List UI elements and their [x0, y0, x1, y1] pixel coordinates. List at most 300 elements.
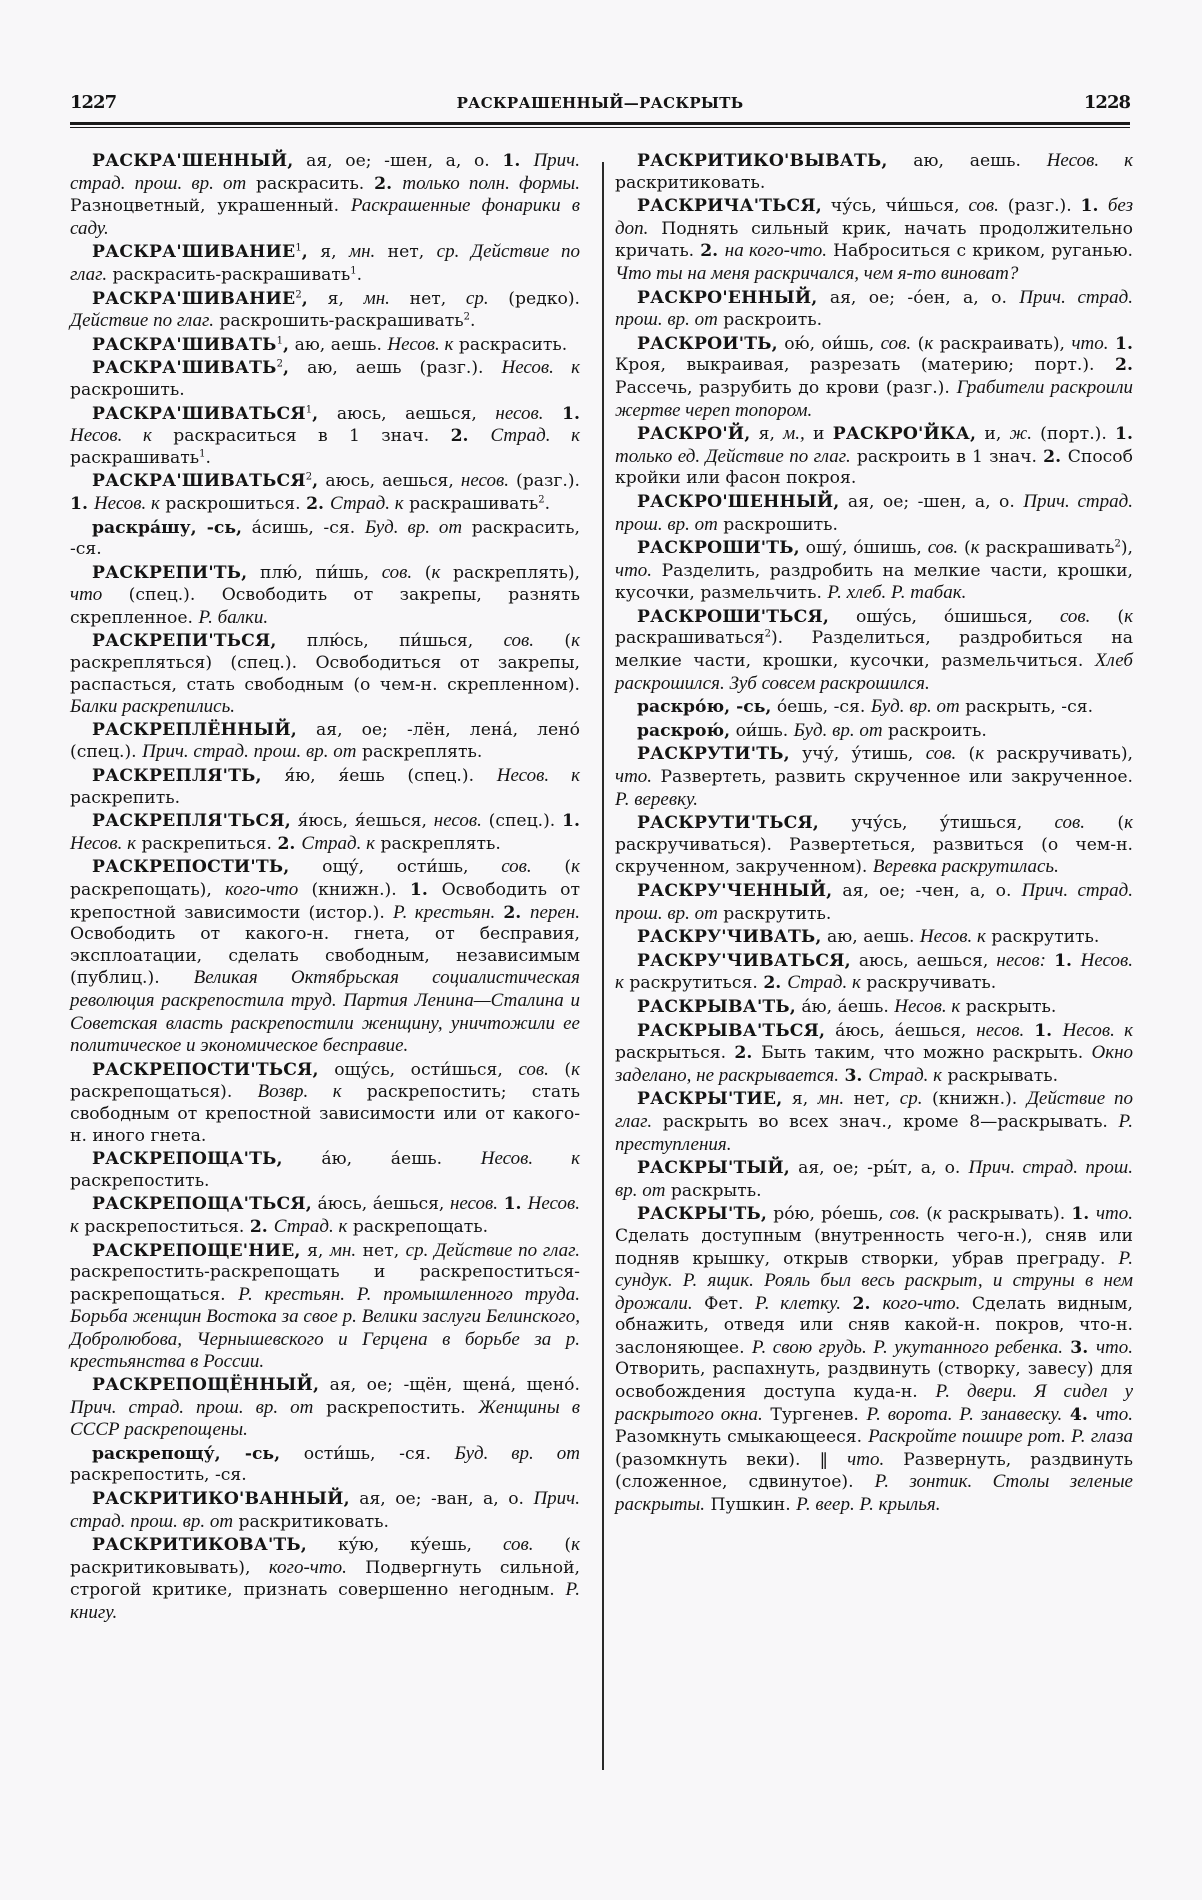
entry-text: 2. [450, 426, 491, 447]
italic-label: мн. [329, 1239, 357, 1261]
entry-text: ою́, ои́шь, [777, 333, 881, 354]
entry-text: 1. [409, 880, 442, 900]
entry-text: раскреплять), [440, 562, 581, 583]
entry-text: раскрыть. [665, 1180, 762, 1201]
entry-text: ая, ое; -чен, а, о. [832, 881, 1022, 901]
headword: РАСКРЕПИ'ТЬ, [92, 562, 248, 583]
italic-label: Раскройте пошире рот. Р. глаза [868, 1426, 1134, 1448]
entry-text: раскрошить. [70, 379, 185, 400]
entry-text: я́ю, я́ешь (спец.). [261, 766, 497, 787]
italic-label: Прич. страд. прош. вр. от [142, 741, 357, 763]
entry-text: нет, [389, 288, 466, 309]
entry-text: раскрывать). [941, 1204, 1072, 1225]
entry-text: раскраситься в 1 знач. [151, 426, 451, 447]
entry-text: раскрасить-раскрашивать [107, 264, 351, 285]
dictionary-entry [70, 1443, 580, 1487]
headword: РАСКРУТИ'ТЬ, [637, 744, 790, 765]
headword: РАСКРА'ШИВАНИЕ [92, 242, 296, 263]
entry-text: 1 [199, 447, 206, 459]
italic-label: сов. [518, 1058, 549, 1080]
entry-text: раскрошить. [717, 514, 839, 535]
italic-label: сов. [968, 195, 999, 217]
entry-text: ро́ю, ро́ешь, [767, 1204, 890, 1225]
italic-label: Несов. к [1062, 1019, 1133, 1041]
entry-text: раскручиваться). Развертеться, развиться (о чем-н. скрученном, закрученном). [615, 834, 1133, 878]
entry-text: 1. [1071, 1204, 1096, 1225]
entry-text: раскрутить. [717, 903, 832, 924]
entry-text: 1. [1034, 1020, 1063, 1041]
entry-text: ощу́сь, ости́шься, [318, 1059, 519, 1080]
entry-text: 2. [277, 833, 302, 854]
entry-text: я́юсь, я́ешься, [290, 811, 434, 832]
entry-text: аю, аешь. [887, 151, 1047, 171]
headword: РАСКРЕПЛЯ'ТЬ, [92, 766, 262, 787]
entry-text: . [544, 493, 551, 514]
dictionary-entry [615, 1157, 1133, 1202]
dictionary-entry [70, 1148, 580, 1192]
italic-label: несов. [449, 1193, 499, 1215]
headword: , [312, 403, 319, 424]
entry-text: раскритиковать. [233, 1511, 389, 1532]
entry-text: (редко). [488, 288, 581, 309]
entry-text: аюсь, аешься, [318, 403, 496, 424]
italic-label: Действие по глаг. [615, 1088, 1133, 1132]
entry-text: аю, аешь. [821, 927, 920, 948]
italic-label: несов. [433, 810, 482, 832]
headword: РАСКРЫВА'ТЬ, [637, 996, 796, 1017]
dictionary-entry [70, 150, 580, 240]
italic-label: Р. крестьян. [392, 901, 496, 923]
dictionary-entry [70, 720, 580, 764]
entry-text: раскрашиваться [615, 628, 765, 649]
italic-label: Р. преступления. [615, 1110, 1133, 1155]
entry-text: ощу́, ости́шь, [289, 857, 502, 878]
entry-text: (порт.). [1031, 424, 1116, 445]
italic-label: что. [615, 559, 653, 581]
dictionary-entry [70, 810, 580, 855]
italic-label: сов. [1059, 605, 1091, 627]
dictionary-entry [615, 1020, 1133, 1088]
headword: РАСКРУТИ'ТЬСЯ, [637, 813, 819, 834]
entry-text: плю́сь, пи́шься, [276, 631, 504, 652]
italic-label: мн. [817, 1088, 845, 1110]
dictionary-entry [615, 926, 1133, 949]
entry-text: раскрыться. [615, 1043, 735, 1064]
running-head [70, 92, 1130, 118]
italic-label: Несов. к [70, 425, 152, 447]
entry-text: 3. [844, 1065, 869, 1086]
entry-text: раскрепостить, -ся. [70, 1465, 247, 1486]
entry-text: ( [531, 857, 572, 878]
italic-label: сов. [502, 1534, 534, 1556]
italic-label: несов: [996, 949, 1047, 971]
italic-label: Р. книгу. [70, 1579, 580, 1623]
entry-text: 2. [700, 241, 725, 262]
entry-text: и [804, 424, 833, 445]
dictionary-entry [615, 606, 1133, 695]
entry-text: а́ю, а́ешь. [795, 996, 895, 1017]
italic-label: сов. [1054, 812, 1086, 834]
entry-text: 1. [1115, 424, 1133, 445]
entry-text: раскрепощаться). [70, 1082, 258, 1103]
headword: РАСКРОШИ'ТЬСЯ, [637, 606, 830, 627]
entry-text: ости́шь, -ся. [280, 1443, 455, 1464]
italic-label: Буд. вр. от [364, 516, 463, 538]
italic-label: Буд. вр. от [454, 1442, 581, 1464]
italic-label: сов. [889, 1203, 921, 1225]
italic-label: Р. сундук. Р. ящик. Рояль был весь раскрыт, и струны в нем дрожали. [615, 1247, 1133, 1314]
italic-label: к [571, 630, 581, 652]
page-number-left: 1227 [70, 92, 117, 113]
entry-text: учу́, у́тишь, [789, 744, 926, 765]
entry-text: 2 [764, 628, 771, 640]
entry-text: раскрепощать. [347, 1216, 489, 1237]
entry-text: я, [307, 242, 349, 263]
entry-text: Тургенев. [762, 1404, 867, 1425]
headword: РАСКРО'ШЕННЫЙ, [637, 491, 840, 512]
italic-label: к [571, 856, 581, 878]
entry-text: раскрасить, -ся. [70, 517, 580, 560]
italic-label: что. [1095, 1403, 1133, 1425]
entry-text: ( [412, 562, 432, 583]
running-head-title: РАСКРАШЕННЫЙ—РАСКРЫТЬ [456, 94, 744, 112]
italic-label: Несов. к [496, 765, 581, 787]
entry-text: 1 [350, 265, 357, 277]
italic-label: сов. [880, 332, 912, 354]
entry-text: раскрепостить. [313, 1397, 479, 1418]
italic-label: кого-что. [882, 1292, 961, 1314]
entry-text: Поднять сильный крик, начать продолжительно кричать. [615, 218, 1133, 262]
headword: РАСКРО'ЙКА, [832, 424, 977, 445]
dictionary-entry [615, 880, 1133, 925]
entry-text: 1. [70, 493, 94, 514]
italic-label: Р. ворота. Р. занавеску. [866, 1403, 1063, 1425]
entry-text: раскрашивать [979, 538, 1115, 559]
italic-label: сов. [381, 561, 413, 583]
italic-label: к [932, 1203, 942, 1225]
entry-text: 1. [1115, 333, 1133, 354]
headword: РАСКРА'ШИВАТЬСЯ [92, 403, 306, 424]
entry-text: (книжн.). [298, 880, 410, 900]
entry-text: а́юсь, а́ешься, [825, 1020, 977, 1041]
italic-label: ж. [1009, 423, 1032, 445]
entry-text: раскрепиться. [136, 833, 278, 854]
italic-label: ср. [465, 287, 489, 309]
entry-text: ая, ое; -шен, а, о. [839, 491, 1024, 512]
headword: РАСКРИТИКО'ВЫВАТЬ, [637, 151, 888, 171]
italic-label: Страд. к [490, 425, 581, 447]
italic-label: сов. [503, 630, 535, 652]
column-left [70, 150, 580, 1626]
entry-text: Сделать видным, обнажить, отведя или сняв какой-н. покров, что-н. заслоняющее. [615, 1293, 1133, 1358]
italic-label: что [70, 584, 103, 606]
entry-text: ( [920, 1204, 933, 1225]
entry-text: раскроить. [717, 310, 823, 331]
dictionary-entry [70, 403, 580, 470]
dictionary-entry [70, 1534, 580, 1624]
headword: РАСКРЕПОЩЁННЫЙ, [92, 1375, 320, 1396]
italic-label: к [571, 1534, 581, 1556]
italic-label: Р. клетку. [754, 1292, 842, 1314]
headword: РАСКРЕПОСТИ'ТЬ, [92, 857, 290, 878]
italic-label: к [975, 743, 985, 765]
entry-text: ая, ое; -шен, а, о. [293, 151, 503, 171]
entry-text: раскреплять. [375, 833, 501, 854]
italic-label: Хлеб раскрошился. Зуб совсем раскрошился. [615, 650, 1133, 694]
entry-text: раскреплять. [356, 742, 483, 763]
entry-text: ои́шь. [730, 720, 794, 741]
dictionary-entry [70, 856, 580, 1057]
entry-text: раскрепощать), [70, 880, 226, 900]
headword: , [282, 334, 290, 355]
entry-text: ). Разделиться, раздробиться на мелкие части, крошки, кусочки, размельчиться. [615, 628, 1133, 672]
entry-text: нет, [375, 242, 437, 263]
entry-text: . [205, 447, 211, 468]
entry-text: ку́ю, ку́ешь, [306, 1535, 503, 1556]
italic-label: Несов. к [1046, 150, 1133, 171]
entry-text: 2 [276, 358, 283, 370]
entry-text: ( [534, 631, 572, 652]
entry-text: Сделать доступным (внутренность чего-н.), сняв или подняв крышку, открыв створки, убрав преграду. [615, 1225, 1133, 1269]
headword: раскрою́, [637, 720, 731, 741]
italic-label: что. [847, 1448, 885, 1470]
italic-label: ср. [899, 1088, 923, 1110]
italic-label: к [1124, 812, 1133, 834]
italic-label: кого-что [225, 879, 299, 900]
headword: , [312, 471, 319, 492]
entry-text: 2. [1115, 355, 1133, 376]
entry-text: (спец.). Освободить от закрепы, разнять скрепленное. [70, 585, 580, 628]
italic-label: Несов. к [70, 832, 136, 854]
entry-text: Быть таким, что можно раскрыть. [761, 1043, 1092, 1064]
dictionary-entry [615, 996, 1133, 1019]
entry-text: 2 [295, 288, 302, 300]
dictionary-entry [615, 150, 1133, 194]
dictionary-entry [70, 1059, 580, 1147]
italic-label: Несов. к [480, 1148, 580, 1170]
headword: РАСКРЫ'ТЬ, [637, 1204, 768, 1225]
italic-label: Несов. к [919, 926, 986, 948]
italic-label: Р. балки. [198, 606, 269, 628]
entry-text: и, [976, 424, 1010, 445]
dictionary-entry [615, 537, 1133, 605]
italic-label: Прич. страд. прош. вр. от [615, 1157, 1133, 1201]
entry-text: раскрепостить. [70, 1170, 210, 1191]
dictionary-entry [615, 333, 1133, 422]
entry-text: Кроя, выкраивая, разрезать (материю; порт.). [615, 355, 1116, 376]
italic-label: к [1124, 605, 1134, 627]
entry-text: ( [548, 1059, 572, 1080]
headword: РАСКРУ'ЧИВАТЬ, [637, 927, 822, 948]
entry-text: 1. [562, 403, 580, 424]
entry-text: раскрошить-раскрашивать [213, 311, 464, 332]
entry-text: (спец.). [481, 811, 563, 832]
entry-text: 2. [249, 1216, 274, 1237]
italic-label: что. [615, 766, 653, 788]
entry-text: раскрывать. [942, 1065, 1059, 1086]
headword: РАСКРО'Й, [637, 424, 751, 445]
headword: РАСКРИТИКО'ВАННЫЙ, [92, 1489, 350, 1510]
dictionary-entry [70, 517, 580, 561]
headword: РАСКРИЧА'ТЬСЯ, [637, 196, 822, 217]
headword: РАСКРА'ШИВАТЬСЯ [92, 471, 306, 492]
italic-label: несов. [495, 402, 544, 424]
entry-text: раскрошиться. [159, 493, 307, 514]
entry-text: (книжн.). [922, 1089, 1027, 1110]
entry-text: ая, ое; -ры́т, а, о. [789, 1158, 969, 1179]
italic-label: Возвр. к [257, 1081, 342, 1103]
entry-text: 2. [1043, 446, 1068, 467]
dictionary-entry [615, 1203, 1133, 1516]
entry-text: 2. [306, 493, 331, 514]
italic-label: Несов. к [387, 333, 454, 355]
entry-text: Освободить от какого-н. гнета, от бесправия, эксплоатации, сделать свободным, независимым (публиц.). [70, 924, 580, 989]
entry-text: я, [307, 288, 364, 309]
entry-text: 1. [1054, 950, 1081, 971]
entry-text: раскручивать. [860, 973, 997, 994]
headword: РАСКРЕПЛЯ'ТЬСЯ, [92, 811, 291, 832]
entry-text: ая, ое; -о́ен, а, о. [817, 287, 1020, 308]
entry-text: раскрыть, -ся. [959, 697, 1094, 718]
entry-text: я, [782, 1089, 818, 1110]
entry-text: раскрепостить; стать свободным от крепостной зависимости или от какого-н. иного гнета. [70, 1082, 580, 1146]
dictionary-entry [615, 491, 1133, 536]
headword: РАСКРА'ШЕННЫЙ, [92, 151, 294, 171]
headword: РАСКРОИ'ТЬ, [637, 333, 778, 354]
entry-text: плю́, пи́шь, [247, 562, 382, 583]
entry-text: 1 [276, 335, 283, 347]
italic-label: к [431, 561, 441, 583]
italic-label: только полн. формы. [402, 172, 580, 194]
italic-label: Раскрашенные фонарики в саду. [70, 195, 580, 239]
entry-text: 2 [538, 494, 545, 506]
dictionary-entry [615, 195, 1133, 285]
entry-text: раскроить. [882, 720, 987, 741]
italic-label: Великая Октябрьская социалистическая революция раскрепостила труд. Партия Ленина—Сталина и Советская власть раскрепостили женщину, уничтожили ее политическое и экономическое бесправие. [70, 967, 580, 1057]
entry-text: (разг.). [508, 471, 580, 492]
entry-text: нет, [356, 1240, 406, 1261]
italic-label: что. [1071, 332, 1109, 354]
entry-text: . [356, 264, 363, 285]
entry-text: аюсь, аешься, [850, 950, 997, 971]
dictionary-entry [70, 562, 580, 630]
dictionary-entry [70, 630, 580, 718]
entry-text: раскрыть во всех знач., кроме 8—раскрывать. [652, 1111, 1119, 1132]
italic-label: Прич. страд. прош. вр. от [615, 880, 1133, 924]
dictionary-entry [615, 287, 1133, 332]
entry-text: я, [750, 424, 784, 445]
italic-label: Балки раскрепились. [70, 696, 235, 718]
entry-text: 3. [1070, 1337, 1096, 1358]
entry-text: раскрепостить-раскрепощать и раскрепоститься-раскрепощаться. [70, 1262, 580, 1305]
italic-label: мн. [363, 287, 390, 309]
italic-label: к [970, 537, 980, 559]
headword: РАСКРЫ'ТИЕ, [637, 1089, 783, 1110]
entry-text: нет, [844, 1089, 900, 1110]
entry-text: ( [911, 333, 925, 354]
dictionary-entry [70, 1375, 580, 1442]
italic-label: что. [1095, 1203, 1133, 1225]
italic-label: Страд. к [868, 1064, 943, 1086]
entry-text: о́ешь, -ся. [771, 697, 871, 718]
dictionary-entry [615, 950, 1133, 995]
italic-label: Несов. к [501, 357, 581, 379]
italic-label: Прич. страд. прош. вр. от [70, 150, 580, 194]
headword: РАСКРЕПИ'ТЬСЯ, [92, 631, 277, 652]
entry-text: (разг.). [998, 196, 1081, 217]
italic-label: несов. [460, 470, 509, 492]
entry-text: Разомкнуть смыкающееся. [615, 1427, 869, 1448]
entry-text: 2 [1114, 538, 1121, 550]
entry-text: раскрасить. [453, 334, 568, 355]
entry-text: раскручивать), [984, 744, 1134, 765]
entry-text: 1. [1080, 196, 1108, 217]
entry-text: 2. [503, 902, 530, 923]
entry-text: 1. [502, 151, 534, 171]
italic-label: ср. Действие по глаг. [70, 241, 580, 285]
italic-label: сов. [925, 743, 957, 765]
entry-text: 4. [1069, 1404, 1096, 1425]
entry-text: ), [1120, 538, 1133, 559]
column-divider [602, 162, 604, 1770]
entry-text: 2. [852, 1293, 883, 1314]
entry-text: а́сишь, -ся. [242, 517, 365, 538]
entry-text: Наброситься с криком, руганью. [827, 241, 1133, 262]
headword: РАСКРЕПОЩЕ'НИЕ, [92, 1240, 301, 1261]
entry-text: Разноцветный, украшенный. [70, 196, 351, 217]
entry-text: . [469, 311, 476, 332]
entry-text: Освободить от крепостной зависимости (истор.). [70, 880, 580, 923]
italic-label: Прич. страд. прош. вр. от [70, 1396, 314, 1418]
entry-text: я, [300, 1240, 330, 1261]
dictionary-entry [70, 241, 580, 286]
headword: , [301, 288, 308, 309]
dictionary-entry [615, 812, 1133, 879]
entry-text: ошу́сь, о́шишься, [829, 606, 1060, 627]
italic-label: Страд. к [273, 1215, 348, 1237]
italic-label: на кого-что. [724, 240, 827, 262]
dictionary-entry [70, 1193, 580, 1238]
entry-text: ая, ое; -щён, щена́, щено́. [319, 1375, 580, 1396]
headword: РАСКРО'ЕННЫЙ, [637, 287, 818, 308]
italic-label: Грабители раскроили жертве череп топором. [615, 376, 1134, 421]
italic-label: несов. [976, 1019, 1025, 1041]
dictionary-entry [70, 1488, 580, 1533]
italic-label: к [571, 1058, 581, 1080]
italic-label: Веревка раскрутилась. [872, 856, 1059, 878]
entry-text: ( [1085, 813, 1125, 834]
headword: РАСКРОШИ'ТЬ, [637, 538, 800, 559]
entry-text: ( [958, 538, 971, 559]
entry-text: Отворить, распахнуть, раздвинуть (створку, завесу) для освобождения доступа куда-н. [615, 1359, 1133, 1403]
entry-text: раскрыть. [960, 996, 1057, 1017]
entry-text: раскрутиться. [623, 973, 764, 994]
italic-label: перен. [529, 901, 580, 923]
headword: РАСКРУ'ЧЕННЫЙ, [637, 881, 833, 901]
headword: РАСКРЕПОЩА'ТЬСЯ, [92, 1194, 312, 1215]
dictionary-entry [70, 334, 580, 357]
dictionary-entry [615, 1088, 1133, 1156]
italic-label: Р. веер. Р. крылья. [796, 1494, 941, 1516]
dictionary-entry [70, 470, 580, 515]
dictionary-entry [70, 1240, 580, 1375]
entry-text: Разделить, раздробить на мелкие части, крошки, кусочки, размельчить. [615, 560, 1133, 604]
dictionary-entry [615, 720, 1133, 743]
italic-label: Р. свою грудь. Р. укутанного ребенка. [751, 1336, 1063, 1358]
headword: РАСКРА'ШИВАТЬ [92, 334, 277, 355]
entry-text: аю, аешь (разг.). [289, 358, 502, 379]
headword: РАСКРЕПЛЁННЫЙ, [92, 719, 297, 740]
